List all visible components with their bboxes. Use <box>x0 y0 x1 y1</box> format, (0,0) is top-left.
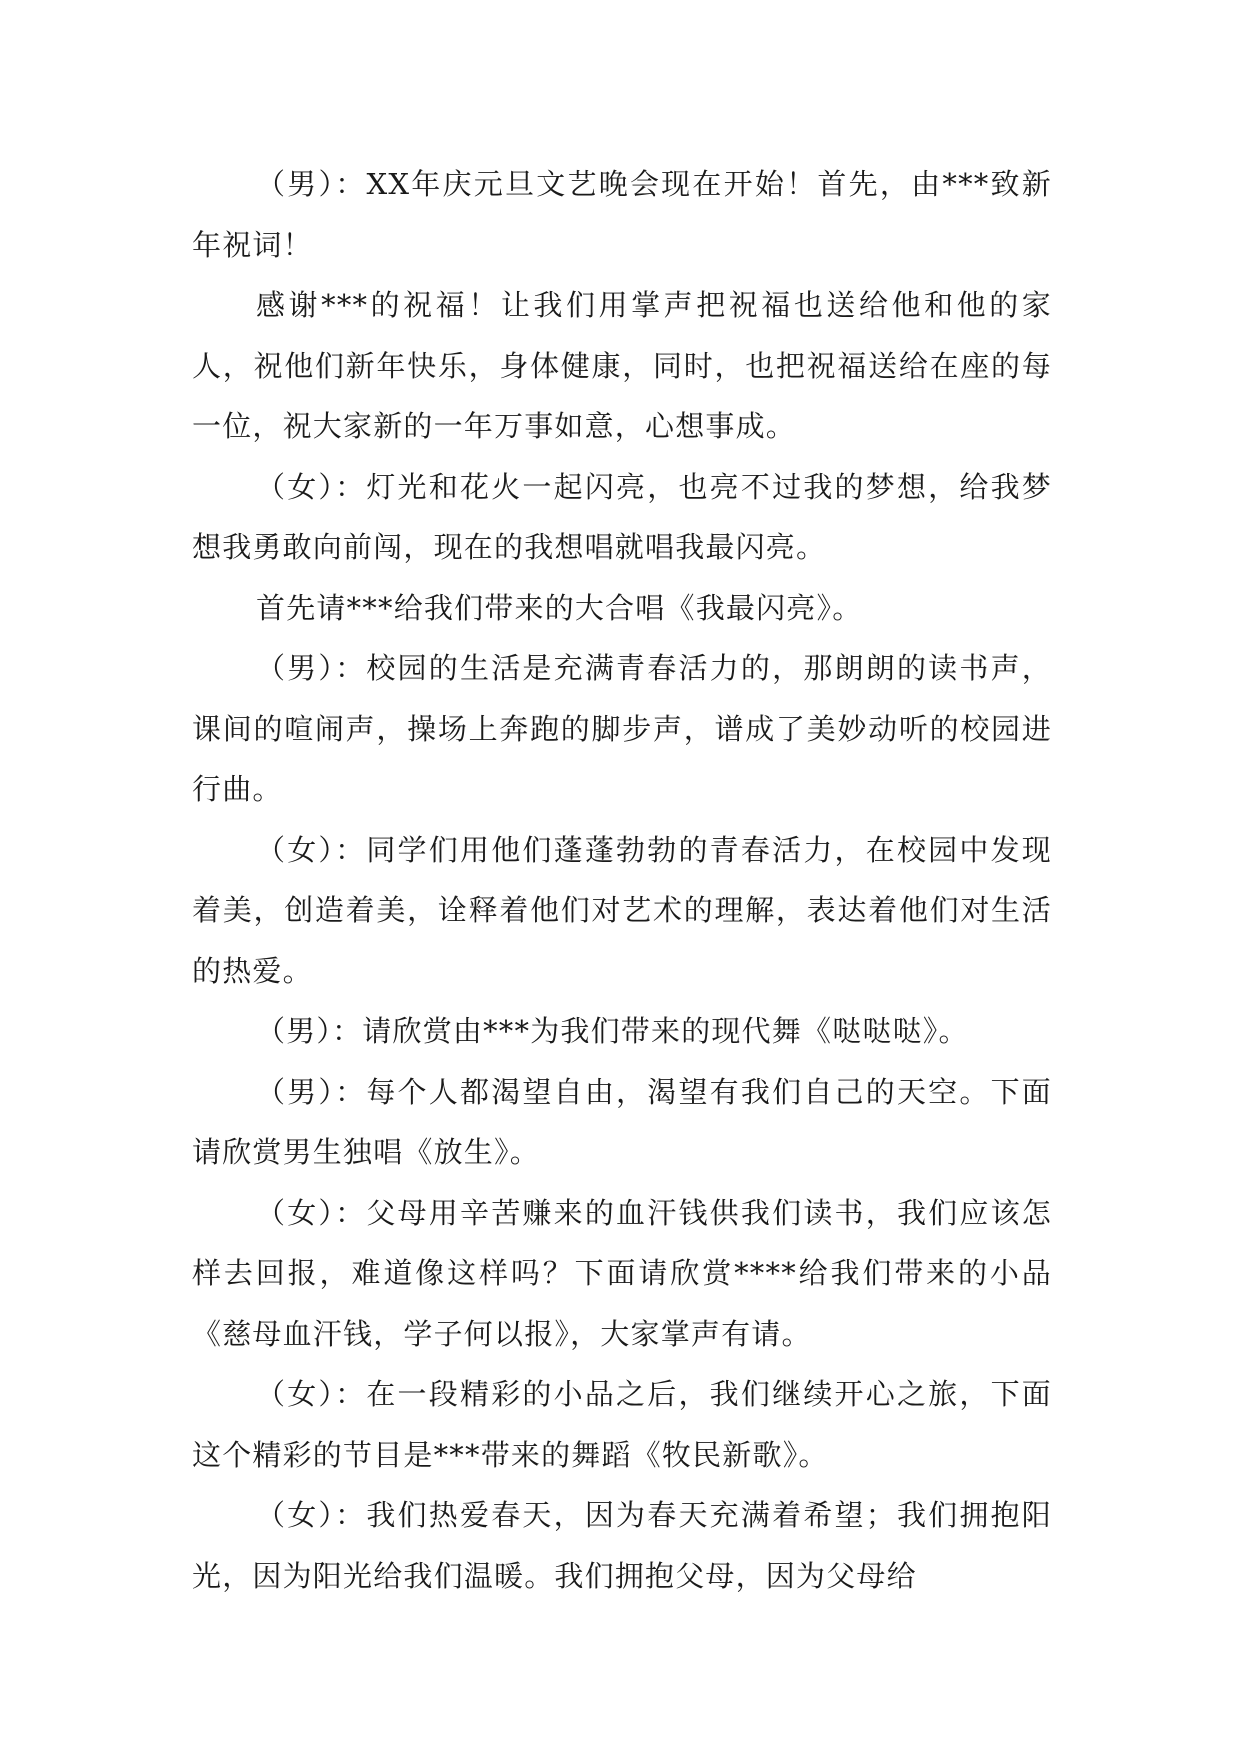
paragraph-sketch: （女）：父母用辛苦赚来的血汗钱供我们读书，我们应该怎样去回报，难道像这样吗？下面请欣赏****给我们带来的小品《慈母血汗钱，学子何以报》，大家掌声有请。 <box>192 1195 1052 1351</box>
paragraph-classmates: （女）：同学们用他们蓬蓬勃勃的青春活力，在校园中发现着美，创造着美，诠释着他们对艺术的理解，表达着他们对生活的热爱。 <box>192 832 1052 988</box>
document-body <box>192 154 1052 1606</box>
paragraph-dream: （女）：灯光和花火一起闪亮，也亮不过我的梦想，给我梦想我勇敢向前闯，现在的我想唱就唱我最闪亮。 <box>192 469 1052 564</box>
paragraph-campus-life: （男）：校园的生活是充满青春活力的，那朗朗的读书声，课间的喧闹声，操场上奔跑的脚步声，谱成了美妙动听的校园进行曲。 <box>192 651 1052 806</box>
paragraph-opening: （男）：XX年庆元旦文艺晚会现在开始！首先，由***致新年祝词！ <box>192 167 1052 262</box>
paragraph-dance-song: （女）：在一段精彩的小品之后，我们继续开心之旅，下面这个精彩的节目是***带来的舞蹈《牧民新歌》。 <box>192 1377 1052 1472</box>
paragraph-chorus: 首先请***给我们带来的大合唱《我最闪亮》。 <box>256 590 863 625</box>
paragraph-thanks: 感谢***的祝福！让我们用掌声把祝福也送给他和他的家人，祝他们新年快乐，身体健康，同时，也把祝福送给在座的每一位，祝大家新的一年万事如意，心想事成。 <box>192 288 1052 443</box>
paragraph-solo-song: （男）：每个人都渴望自由，渴望有我们自己的天空。下面请欣赏男生独唱《放生》。 <box>192 1074 1052 1169</box>
paragraph-spring: （女）：我们热爱春天，因为春天充满着希望；我们拥抱阳光，因为阳光给我们温暖。我们拥抱父母，因为父母给 <box>192 1498 1052 1593</box>
paragraph-modern-dance: （男）：请欣赏由***为我们带来的现代舞《哒哒哒》。 <box>256 1014 969 1048</box>
